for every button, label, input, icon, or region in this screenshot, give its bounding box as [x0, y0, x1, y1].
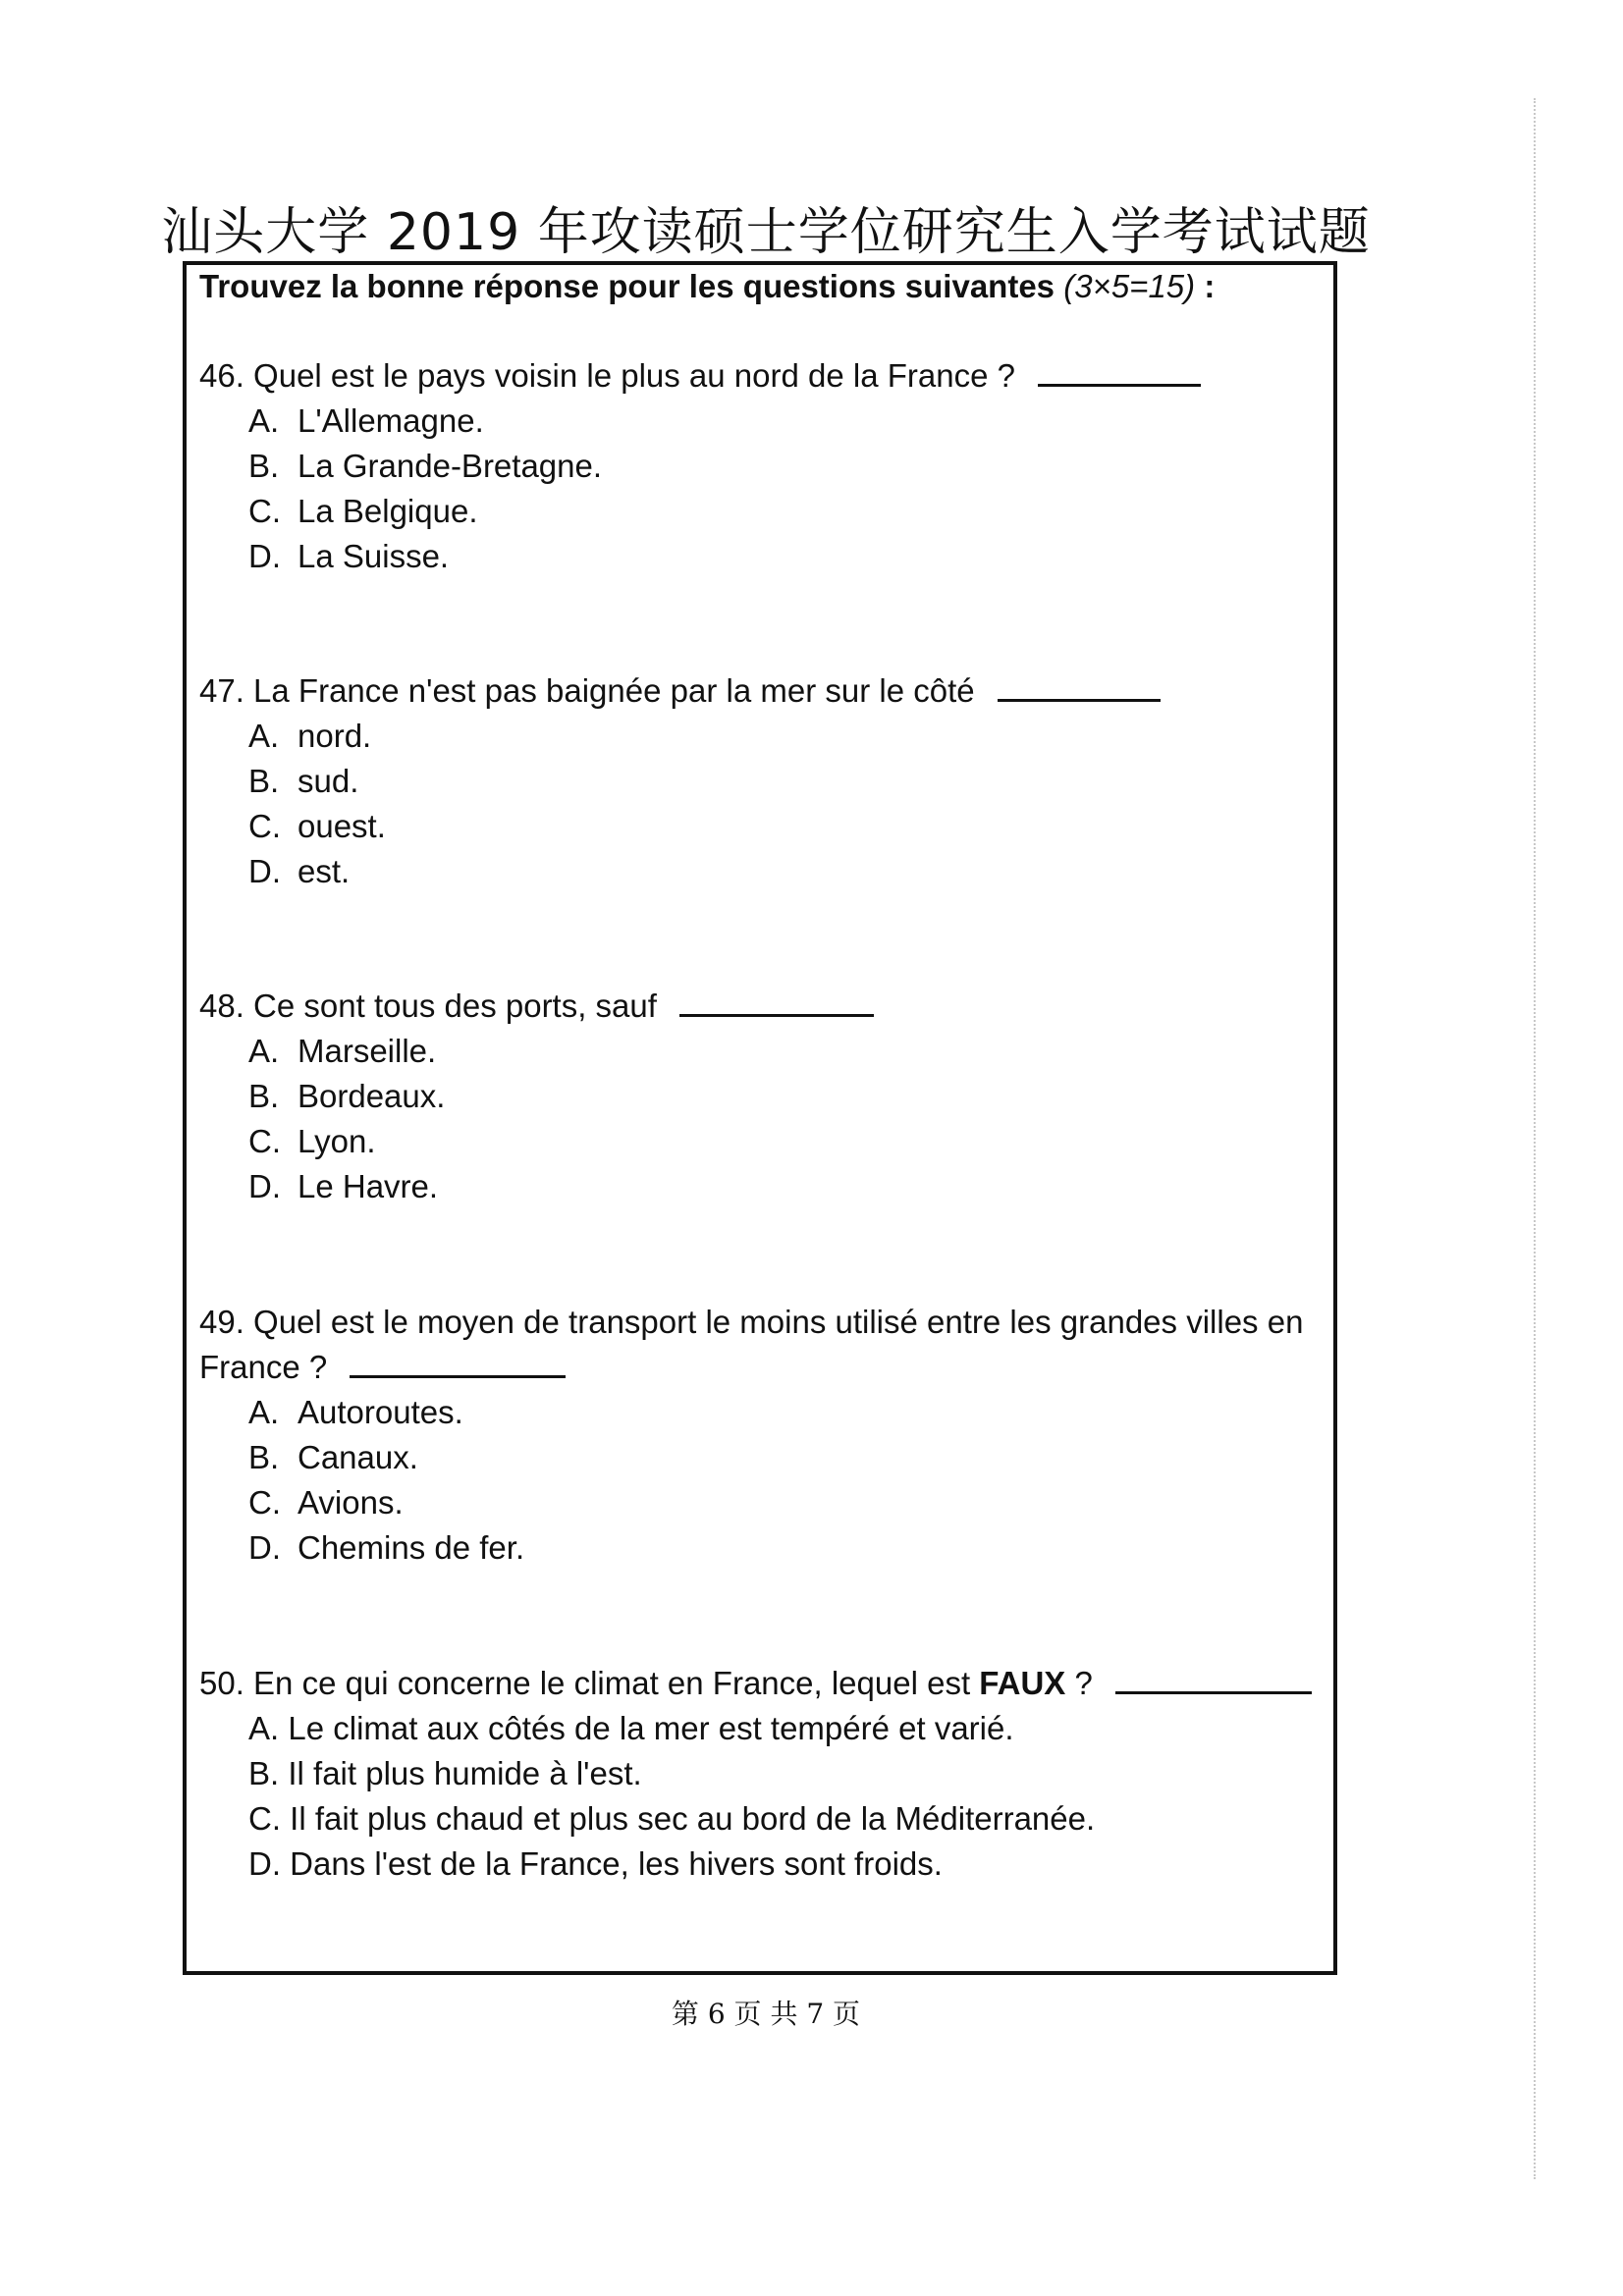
option-a[interactable]: A. L'Allemagne.: [248, 402, 484, 439]
question-text: [199, 984, 1328, 1029]
option-c[interactable]: C. ouest.: [248, 808, 386, 844]
question-text: [199, 668, 1328, 714]
question-50: [199, 1661, 1328, 1887]
question-prompt: La France n'est pas baignée par la mer sur le côté: [253, 672, 975, 709]
option-a[interactable]: A. nord.: [248, 718, 372, 754]
option-list: [199, 1029, 1328, 1209]
option-b[interactable]: B. Il fait plus humide à l'est.: [248, 1755, 642, 1791]
page-number: 第 6 页 共 7 页: [671, 1998, 861, 2030]
instructions: [199, 268, 1215, 305]
question-number: 47.: [199, 672, 244, 709]
instructions-text: Trouvez la bonne réponse pour les questions suivantes: [199, 268, 1055, 304]
option-a[interactable]: A. Marseille.: [248, 1033, 437, 1069]
answer-blank[interactable]: [1038, 354, 1201, 387]
option-d[interactable]: D. Chemins de fer.: [248, 1529, 525, 1566]
question-49: [199, 1300, 1328, 1571]
option-b[interactable]: B. sud.: [248, 763, 359, 799]
option-c[interactable]: C. Il fait plus chaud et plus sec au bord de la Méditerranée.: [248, 1800, 1096, 1837]
question-number: 48.: [199, 988, 244, 1024]
option-list: [199, 399, 1328, 579]
option-a[interactable]: A. Autoroutes.: [248, 1394, 463, 1430]
question-prompt: En ce qui concerne le climat en France, lequel est: [253, 1665, 971, 1701]
instructions-score: (3×5=15): [1063, 268, 1196, 304]
answer-blank[interactable]: [679, 985, 874, 1017]
exam-title: 汕头大学 2019 年攻读硕士学位研究生入学考试试题: [161, 203, 1371, 262]
question-text: [199, 1661, 1328, 1706]
question-mark: ?: [1074, 1665, 1093, 1701]
answer-blank[interactable]: [998, 669, 1161, 702]
answer-blank[interactable]: [350, 1346, 566, 1378]
option-b[interactable]: B. La Grande-Bretagne.: [248, 448, 603, 484]
answer-blank[interactable]: [1115, 1662, 1312, 1694]
question-48: [199, 984, 1328, 1209]
question-47: [199, 668, 1328, 894]
option-c[interactable]: C. Avions.: [248, 1484, 404, 1521]
question-46: [199, 353, 1328, 579]
scan-edge-mark: [1534, 98, 1538, 2179]
question-prompt: Quel est le pays voisin le plus au nord de la France ?: [253, 357, 1015, 394]
option-c[interactable]: C. Lyon.: [248, 1123, 376, 1159]
option-d[interactable]: D. Le Havre.: [248, 1168, 439, 1204]
option-d[interactable]: D. La Suisse.: [248, 538, 450, 574]
option-c[interactable]: C. La Belgique.: [248, 493, 478, 529]
question-emphasis: FAUX: [979, 1665, 1066, 1701]
option-list: [199, 1706, 1328, 1887]
instructions-colon: :: [1195, 268, 1216, 304]
option-list: [199, 714, 1328, 894]
question-prompt: Quel est le moyen de transport le moins utilisé entre les grandes villes en France ?: [199, 1304, 1304, 1385]
option-a[interactable]: A. Le climat aux côtés de la mer est tempéré et varié.: [248, 1710, 1014, 1746]
option-d[interactable]: D. est.: [248, 853, 351, 889]
option-list: [199, 1390, 1328, 1571]
question-text: [199, 353, 1328, 399]
question-number: 49.: [199, 1304, 244, 1340]
question-prompt: Ce sont tous des ports, sauf: [253, 988, 657, 1024]
option-b[interactable]: B. Canaux.: [248, 1439, 418, 1475]
question-number: 50.: [199, 1665, 244, 1701]
option-d[interactable]: D. Dans l'est de la France, les hivers sont froids.: [248, 1845, 943, 1882]
question-text: [199, 1300, 1328, 1390]
option-b[interactable]: B. Bordeaux.: [248, 1078, 446, 1114]
question-number: 46.: [199, 357, 244, 394]
